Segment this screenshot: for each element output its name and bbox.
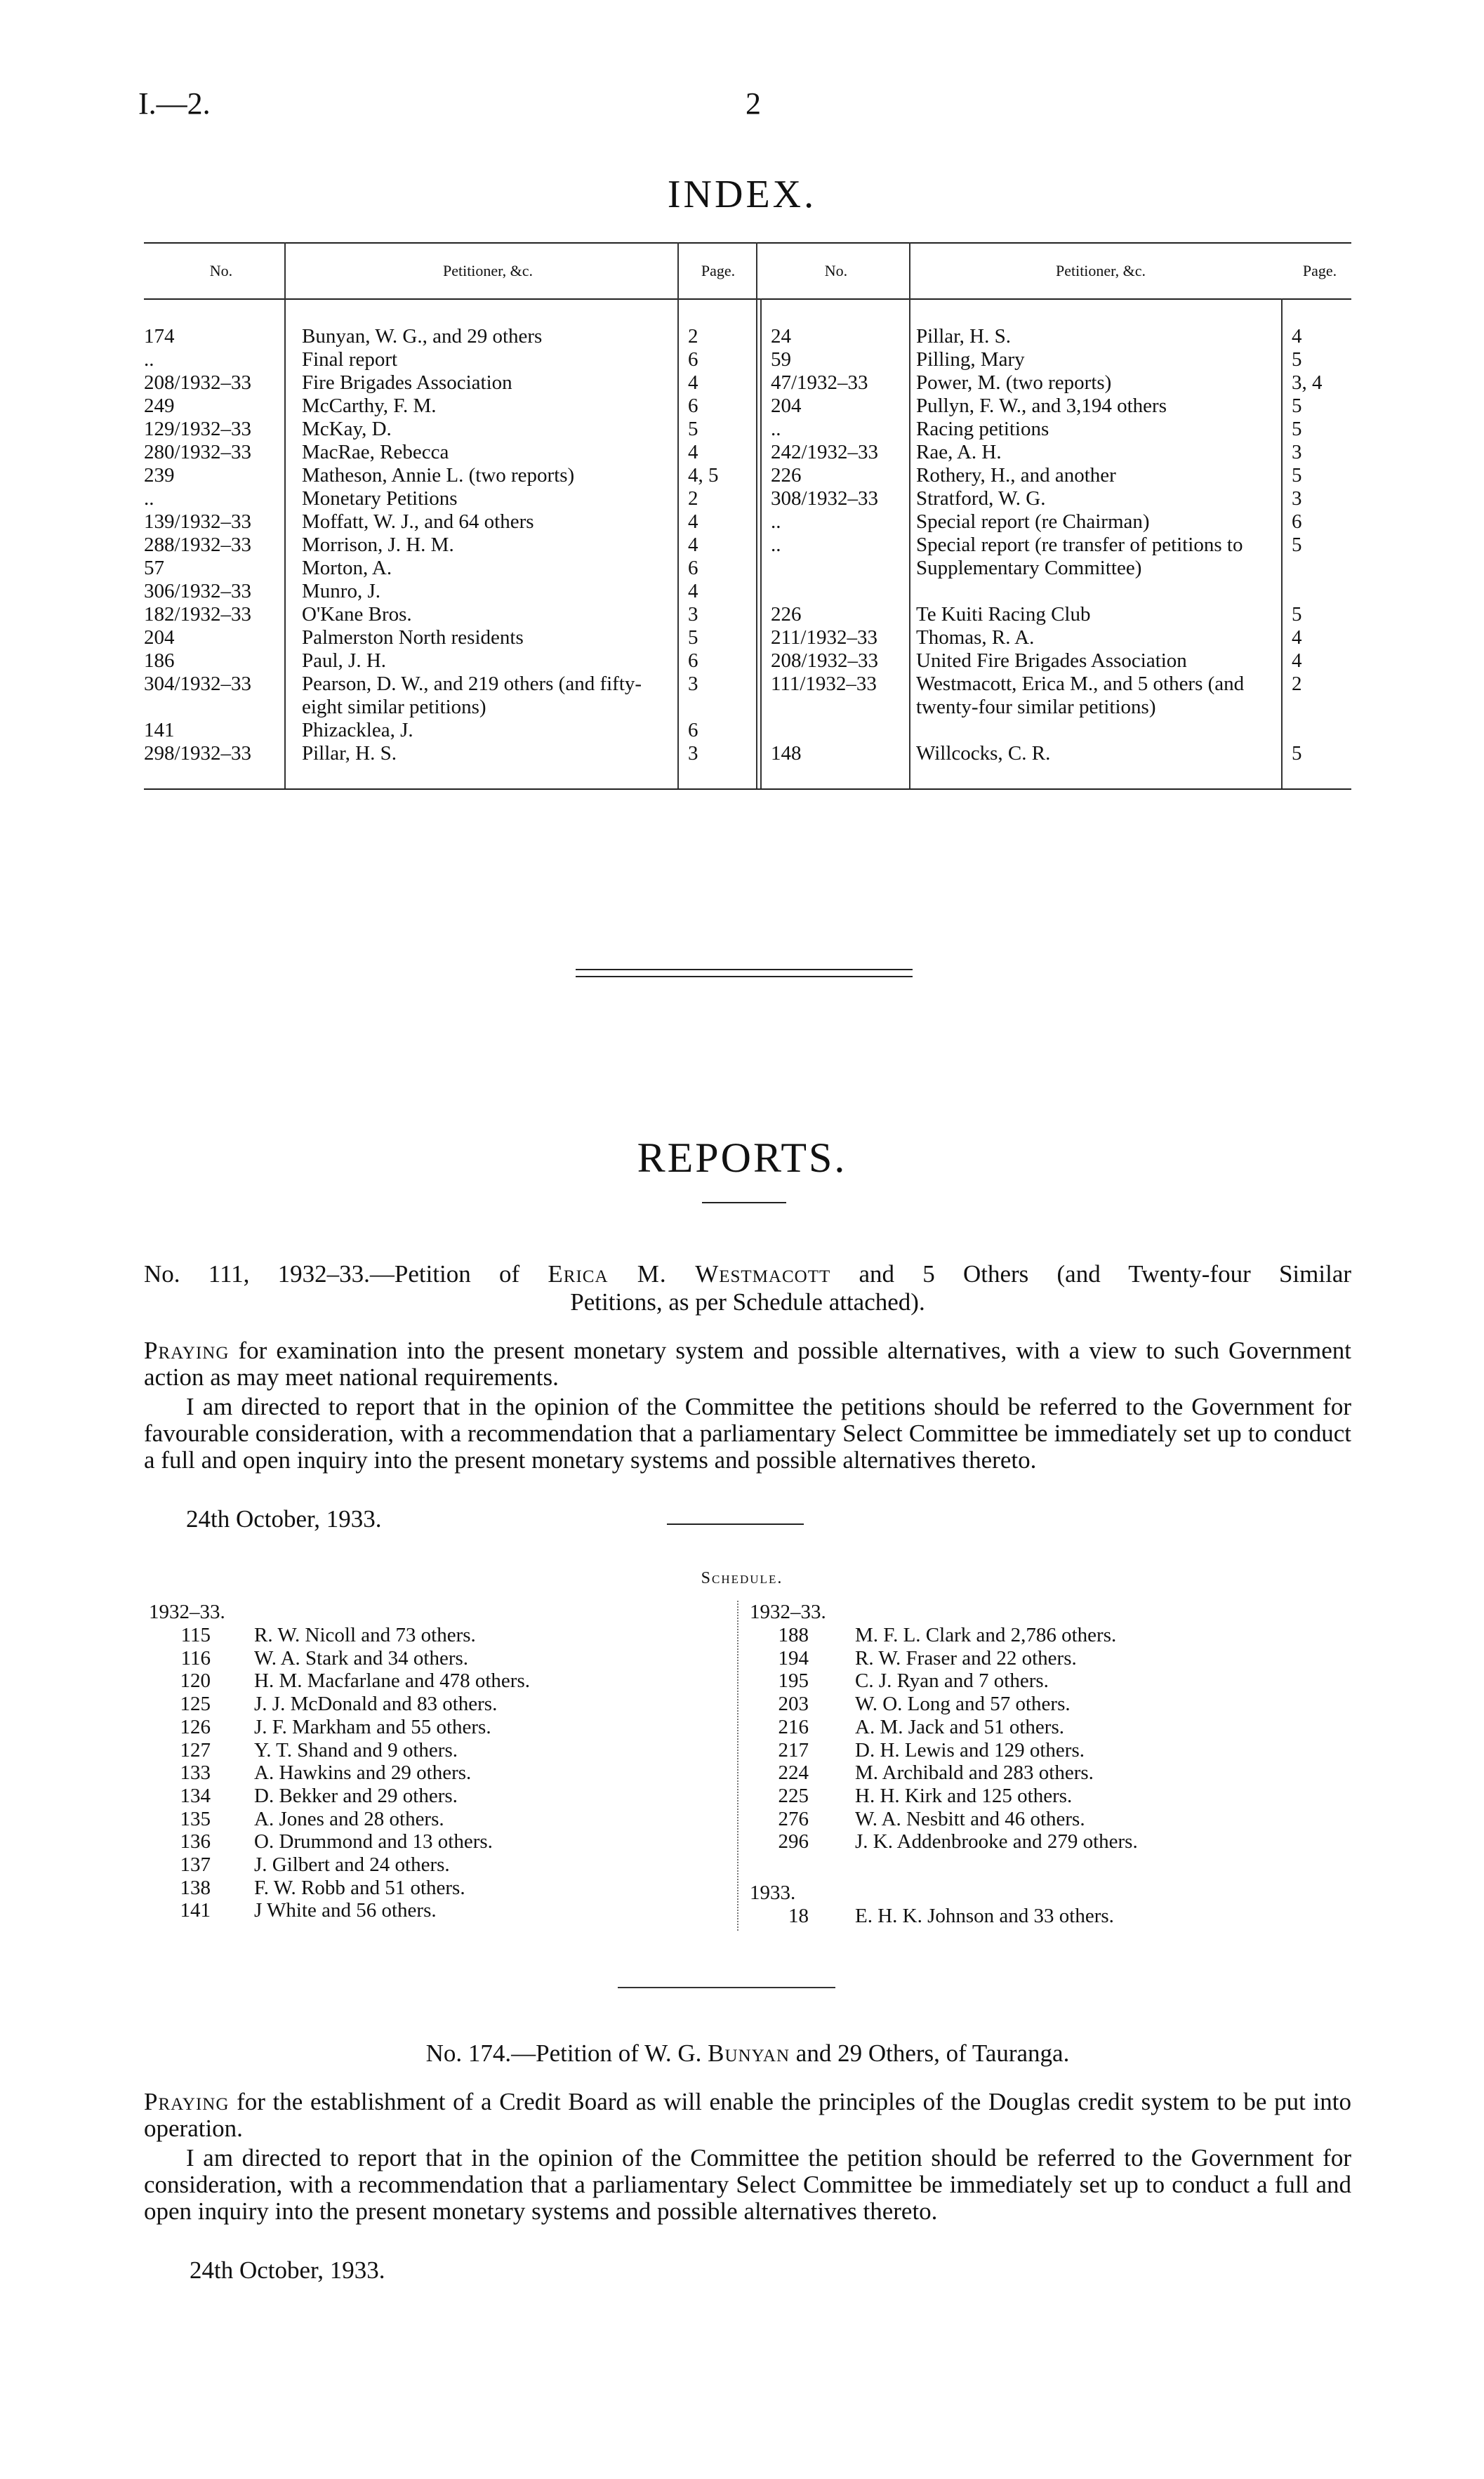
schedule-petition-no: 136 — [180, 1830, 211, 1853]
praying-word: Praying — [144, 1337, 230, 1364]
schedule-petition-no: 115 — [180, 1624, 211, 1646]
index-entry-petitioner: Westmacott, Erica M., and 5 others (and twenty-four similar petitions) — [916, 673, 1245, 718]
index-entry-page: 2 — [1292, 673, 1302, 695]
index-entry-no: .. — [144, 487, 154, 510]
index-entry-no: .. — [771, 510, 781, 533]
heading-text: and 5 Others (and Twenty-four Similar — [859, 1260, 1352, 1288]
index-entry-no: 139/1932–33 — [144, 510, 252, 533]
schedule-petition-no: 135 — [180, 1807, 211, 1830]
schedule-right-year: 1932–33. — [750, 1601, 826, 1623]
schedule-petitioner: J. Gilbert and 24 others. — [254, 1853, 450, 1876]
index-entry-no: 226 — [771, 603, 802, 626]
schedule-petitioner: A. Hawkins and 29 others. — [254, 1761, 472, 1785]
index-entry-page: 5 — [688, 626, 698, 649]
schedule-petitioner: J White and 56 others. — [254, 1899, 437, 1922]
schedule-petitioner: M. F. L. Clark and 2,786 others. — [855, 1624, 1117, 1646]
schedule-petition-no: 120 — [180, 1670, 211, 1693]
column-divider — [677, 242, 679, 790]
index-entry-page: 5 — [1292, 603, 1302, 626]
index-entry-petitioner: Special report (re Chairman) — [916, 510, 1150, 533]
index-entry-petitioner: Pillar, H. S. — [916, 325, 1011, 348]
report-174-heading — [144, 2040, 1351, 2068]
schedule-petition-no: 225 — [778, 1784, 809, 1807]
index-entry-petitioner: Munro, J. — [302, 580, 380, 602]
schedule-petitioner: Y. T. Shand and 9 others. — [254, 1738, 458, 1761]
schedule-petition-no: 224 — [778, 1761, 809, 1785]
index-entry-page: 6 — [688, 649, 698, 672]
schedule-petitioner: J. J. McDonald and 83 others. — [254, 1693, 498, 1716]
schedule-petition-no: 195 — [778, 1670, 809, 1693]
index-entry-page: 6 — [688, 348, 698, 371]
index-entry-no: 182/1932–33 — [144, 603, 252, 626]
index-entry-petitioner: Pearson, D. W., and 219 others (and fifty-eight similar petitions) — [302, 673, 642, 718]
schedule-petitioner: M. Archibald and 283 others. — [855, 1761, 1094, 1785]
column-divider — [909, 242, 910, 790]
col-header-petitioner: Petitioner, &c. — [442, 262, 534, 279]
table-bottom-rule — [144, 788, 1351, 790]
index-entry-page: 3 — [1292, 487, 1302, 510]
schedule-petition-no: 276 — [778, 1807, 809, 1830]
index-entry-no: 208/1932–33 — [144, 371, 252, 394]
schedule-petitioner: C. J. Ryan and 7 others. — [855, 1670, 1049, 1693]
col-header-page: Page. — [701, 262, 736, 279]
index-entry-petitioner: Racing petitions — [916, 418, 1049, 440]
index-entry-no: 47/1932–33 — [771, 371, 868, 394]
schedule-title: Schedule. — [701, 1569, 783, 1587]
index-entry-no: 24 — [771, 325, 791, 348]
col-header-no: No. — [209, 262, 233, 279]
col-header-no-right: No. — [824, 262, 848, 279]
index-entry-no: 208/1932–33 — [771, 649, 879, 672]
schedule-petitioner: D. H. Lewis and 129 others. — [855, 1738, 1085, 1761]
index-entry-no: 111/1932–33 — [771, 673, 877, 695]
index-entry-page: 3 — [688, 673, 698, 695]
index-entry-no: 242/1932–33 — [771, 441, 879, 463]
index-entry-petitioner: Rae, A. H. — [916, 441, 1002, 463]
index-entry-petitioner: Bunyan, W. G., and 29 others — [302, 325, 543, 348]
index-entry-page: 3 — [688, 603, 698, 626]
schedule-petition-no: 217 — [778, 1738, 809, 1761]
index-entry-no: 304/1932–33 — [144, 673, 252, 695]
index-entry-no: 249 — [144, 395, 175, 417]
index-entry-no: 226 — [771, 464, 802, 487]
index-entry-page: 3 — [688, 742, 698, 765]
petitioner-name: Bunyan — [708, 2040, 790, 2067]
index-entry-page: 5 — [1292, 534, 1302, 556]
index-entry-petitioner: Matheson, Annie L. (two reports) — [302, 464, 575, 487]
index-entry-no: 280/1932–33 — [144, 441, 252, 463]
index-entry-no: 174 — [144, 325, 175, 348]
index-entry-no: .. — [771, 418, 781, 440]
schedule-petition-no: 203 — [778, 1693, 809, 1716]
index-entry-petitioner: Fire Brigades Association — [302, 371, 512, 394]
schedule-divider — [737, 1601, 738, 1931]
column-divider — [1281, 298, 1283, 790]
index-entry-petitioner: Morrison, J. H. M. — [302, 534, 454, 556]
index-entry-no: 59 — [771, 348, 791, 371]
index-entry-petitioner: United Fire Brigades Association — [916, 649, 1187, 672]
index-entry-page: 4, 5 — [688, 464, 719, 487]
index-entry-no: 129/1932–33 — [144, 418, 252, 440]
index-entry-petitioner: Paul, J. H. — [302, 649, 387, 672]
index-entry-petitioner: Pillar, H. S. — [302, 742, 397, 765]
title-underline — [702, 1202, 786, 1203]
schedule-petitioner: O. Drummond and 13 others. — [254, 1830, 493, 1853]
schedule-petitioner: H. H. Kirk and 125 others. — [855, 1784, 1073, 1807]
index-entry-petitioner: Te Kuiti Racing Club — [916, 603, 1091, 626]
index-entry-no: 141 — [144, 719, 175, 741]
schedule-petition-no: 141 — [180, 1899, 211, 1922]
index-entry-page: 4 — [1292, 325, 1302, 348]
column-divider — [760, 298, 762, 790]
index-entry-page: 4 — [1292, 626, 1302, 649]
schedule-petitioner: F. W. Robb and 51 others. — [254, 1876, 465, 1899]
section-divider — [576, 969, 913, 977]
report-111-praying — [144, 1337, 1351, 1391]
index-entry-petitioner: Palmerston North residents — [302, 626, 524, 649]
index-entry-no: 186 — [144, 649, 175, 672]
index-entry-page: 5 — [1292, 348, 1302, 371]
index-entry-no: 57 — [144, 557, 164, 579]
index-entry-page: 4 — [688, 580, 698, 602]
schedule-petition-no: 127 — [180, 1738, 211, 1761]
index-entry-petitioner: Phizacklea, J. — [302, 719, 413, 741]
praying-text: for examination into the present monetary system and possible alternatives, with a view to such Government action as may meet national requirements. — [144, 1337, 1351, 1391]
index-entry-page: 4 — [688, 510, 698, 533]
index-title: INDEX. — [667, 173, 817, 216]
schedule-petition-no: 125 — [180, 1693, 211, 1716]
index-entry-page: 4 — [688, 534, 698, 556]
index-entry-page: 4 — [688, 441, 698, 463]
schedule-petitioner: W. O. Long and 57 others. — [855, 1693, 1071, 1716]
document-reference: I.—2. — [138, 86, 211, 121]
index-entry-no: 308/1932–33 — [771, 487, 879, 510]
schedule-petitioner: J. K. Addenbrooke and 279 others. — [855, 1830, 1138, 1853]
reports-title: REPORTS. — [637, 1135, 847, 1181]
index-entry-page: 6 — [688, 395, 698, 417]
index-entry-petitioner: Power, M. (two reports) — [916, 371, 1112, 394]
index-entry-petitioner: MacRae, Rebecca — [302, 441, 449, 463]
schedule-petition-no: 137 — [180, 1853, 211, 1876]
index-entry-page: 6 — [688, 719, 698, 741]
index-entry-page: 2 — [688, 487, 698, 510]
schedule-petition-no: 138 — [180, 1876, 211, 1899]
index-entry-page: 6 — [688, 557, 698, 579]
index-entry-petitioner: O'Kane Bros. — [302, 603, 412, 626]
schedule-petition-no: 18 — [788, 1905, 809, 1927]
schedule-petition-no: 116 — [180, 1646, 211, 1670]
report-174-praying — [144, 2089, 1351, 2142]
praying-word: Praying — [144, 2088, 230, 2115]
index-entry-petitioner: Monetary Petitions — [302, 487, 458, 510]
index-entry-petitioner: Special report (re transfer of petitions to Supplementary Committee) — [916, 534, 1243, 579]
section-divider — [618, 1987, 835, 1988]
index-entry-page: 6 — [1292, 510, 1302, 533]
schedule-petitioner: R. W. Fraser and 22 others. — [855, 1646, 1077, 1670]
heading-text: No. 111, 1932–33.—Petition of — [144, 1260, 520, 1288]
index-entry-petitioner: Pilling, Mary — [916, 348, 1025, 371]
report-174-body: I am directed to report that in the opinion of the Committee the petition should be referred to the Government for consideration, with a recommendation that a parliamentary Select Committee be immediately set up to conduct a full and open inquiry into the present monetary systems and possible alternatives thereto. — [144, 2144, 1351, 2225]
index-entry-no: .. — [144, 348, 154, 371]
index-table — [144, 242, 1351, 790]
schedule-left-year: 1932–33. — [149, 1601, 225, 1623]
schedule-petition-no: 126 — [180, 1715, 211, 1738]
index-entry-page: 4 — [688, 371, 698, 394]
report-111-date: 24th October, 1933. — [186, 1505, 382, 1533]
table-header-rule — [144, 298, 1351, 300]
schedule-petition-no: 296 — [778, 1830, 809, 1853]
schedule-petitioner: E. H. K. Johnson and 33 others. — [855, 1905, 1114, 1927]
index-entry-petitioner: Stratford, W. G. — [916, 487, 1046, 510]
index-entry-page: 5 — [1292, 742, 1302, 765]
index-entry-no: 306/1932–33 — [144, 580, 252, 602]
index-entry-page: 3 — [1292, 441, 1302, 463]
petitioner-name: Erica M. Westmacott — [548, 1260, 831, 1288]
index-entry-no: 148 — [771, 742, 802, 765]
date-rule — [667, 1523, 804, 1525]
schedule-petitioner: W. A. Stark and 34 others. — [254, 1646, 469, 1670]
index-entry-petitioner: Rothery, H., and another — [916, 464, 1116, 487]
schedule-petitioner: A. Jones and 28 others. — [254, 1807, 444, 1830]
report-111-heading-line2: Petitions, as per Schedule attached). — [570, 1288, 925, 1316]
index-entry-petitioner: Willcocks, C. R. — [916, 742, 1051, 765]
index-entry-petitioner: McKay, D. — [302, 418, 392, 440]
index-entry-page: 5 — [1292, 395, 1302, 417]
index-entry-no: 204 — [771, 395, 802, 417]
heading-text: and 29 Others, of Tauranga. — [795, 2040, 1070, 2067]
page-number: 2 — [746, 86, 761, 121]
index-entry-petitioner: Thomas, R. A. — [916, 626, 1035, 649]
index-entry-no: 211/1932–33 — [771, 626, 877, 649]
col-header-page-right: Page. — [1302, 262, 1337, 279]
report-111-heading — [144, 1260, 1351, 1316]
schedule-petitioner: A. M. Jack and 51 others. — [855, 1715, 1065, 1738]
index-entry-petitioner: Pullyn, F. W., and 3,194 others — [916, 395, 1167, 417]
column-divider — [284, 242, 286, 790]
report-111-heading-line1 — [144, 1260, 1351, 1288]
schedule-petitioner: H. M. Macfarlane and 478 others. — [254, 1670, 530, 1693]
index-entry-no: 239 — [144, 464, 175, 487]
index-entry-page: 5 — [688, 418, 698, 440]
table-top-rule — [144, 242, 1351, 244]
schedule-petition-no: 216 — [778, 1715, 809, 1738]
report-111-body: I am directed to report that in the opinion of the Committee the petitions should be referred to the Government for favourable consideration, with a recommendation that a parliamentary Select Committee be immediately set up to conduct a full and open inquiry into the present monetary systems and possible alternatives thereto. — [144, 1393, 1351, 1474]
column-divider — [756, 242, 757, 790]
heading-text: No. 174.—Petition of W. G. — [425, 2040, 702, 2067]
index-entry-page: 5 — [1292, 464, 1302, 487]
report-174-date: 24th October, 1933. — [190, 2256, 385, 2284]
schedule-petition-no: 133 — [180, 1761, 211, 1785]
index-entry-petitioner: Final report — [302, 348, 398, 371]
index-entry-page: 4 — [1292, 649, 1302, 672]
index-entry-page: 2 — [688, 325, 698, 348]
index-entry-no: 298/1932–33 — [144, 742, 252, 765]
schedule-petitioner: W. A. Nesbitt and 46 others. — [855, 1807, 1085, 1830]
index-entry-petitioner: Morton, A. — [302, 557, 392, 579]
index-entry-no: 204 — [144, 626, 175, 649]
praying-text: for the establishment of a Credit Board as will enable the principles of the Douglas credit system to be put into operation. — [144, 2088, 1351, 2142]
schedule-right-year-2: 1933. — [750, 1882, 796, 1904]
col-header-petitioner-right: Petitioner, &c. — [1055, 262, 1146, 279]
schedule-petitioner: D. Bekker and 29 others. — [254, 1784, 458, 1807]
schedule-petition-no: 194 — [778, 1646, 809, 1670]
schedule-petition-no: 188 — [778, 1624, 809, 1646]
schedule-petitioner: R. W. Nicoll and 73 others. — [254, 1624, 476, 1646]
index-entry-page: 5 — [1292, 418, 1302, 440]
index-entry-petitioner: McCarthy, F. M. — [302, 395, 437, 417]
index-entry-petitioner: Moffatt, W. J., and 64 others — [302, 510, 534, 533]
schedule-petitioner: J. F. Markham and 55 others. — [254, 1715, 491, 1738]
schedule-petition-no: 134 — [180, 1784, 211, 1807]
index-entry-no: 288/1932–33 — [144, 534, 252, 556]
index-entry-no: .. — [771, 534, 781, 556]
index-entry-page: 3, 4 — [1292, 371, 1323, 394]
